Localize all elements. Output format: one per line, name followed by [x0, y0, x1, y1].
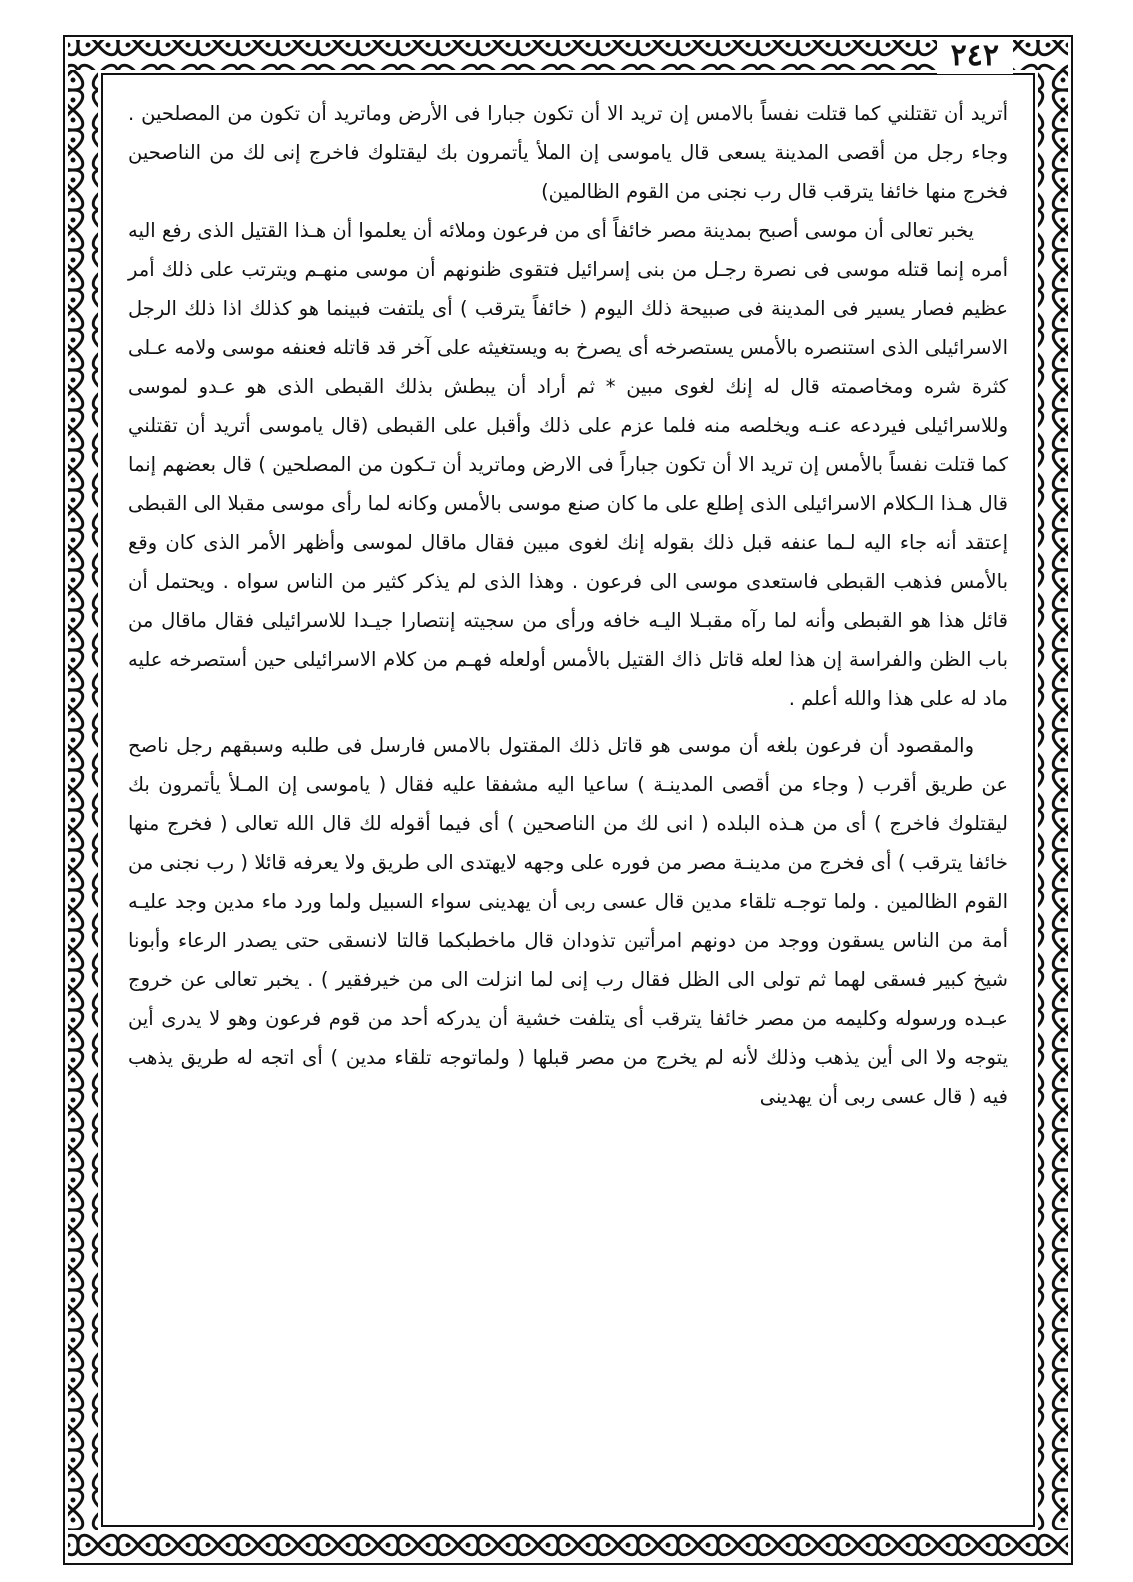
page-number: ٢٤٢ [937, 38, 1013, 74]
page-body [128, 94, 1008, 1494]
paragraph: والمقصود أن فرعون بلغه أن موسى هو قاتل ذلك المقتول بالامس فارسل فى طلبه وسبقهم رجل ناصح عن طريق أقرب ( وجاء من أقصى المدينـة ) ساعيا اليه مشفقا عليه فقال ( ياموسى إن المـلأ يأتمرون بك ليقتلوك فاخرج ) أى من هـذه البلده ( انى لك من الناصحين ) أى فيما أقوله لك قال الله تعالى ( فخرج منها خائفا يترقب ) أى فخرج من مدينـة مصر من فوره على وجهه لايهتدى الى طريق ولا يعرفه قائلا ( رب نجنى من القوم الظالمين . ولما توجـه تلقاء مدين قال عسى ربى أن يهدينى سواء السبيل ولما ورد ماء مدين وجد عليـه أمة من الناس يسقون ووجد من دونهم امرأتين تذودان قال ماخطبكما قالتا لانسقى حتى يصدر الرعاء وأبونا شيخ كبير فسقى لهما ثم تولى الى الظل فقال رب إنى لما انزلت الى من خيرفقير ) . يخبر تعالى عن خروج عبـده ورسوله وكليمه من مصر خائفا يترقب أى يتلفت خشية أن يدركه أحد من قوم فرعون وهو لا يدرى أين يتوجه ولا الى أين يذهب وذلك لأنه لم يخرج من مصر قبلها ( ولماتوجه تلقاء مدين ) أى اتجه له طريق يذهب فيه ( قال عسى ربى أن يهدينى [128, 734, 1008, 1108]
paragraph: يخبر تعالى أن موسى أصبح بمدينة مصر خائفاً أى من فرعون وملائه أن يعلموا أن هـذا القتيل الذى رفع اليه أمره إنما قتله موسى فى نصرة رجـل من بنى إسرائيل فتقوى ظنونهم أن موسى منهـم ويترتب على ذلك أمر عظيم فصار يسير فى المدينة فى صبيحة ذلك اليوم ( خائفاً يترقب ) أى يلتفت فبينما هو كذلك اذا ذلك الرجل الاسرائيلى الذى استنصره بالأمس يستصرخه أى يصرخ به ويستغيثه على آخر قد قاتله فعنفه موسى ولامه عـلى كثرة شره ومخاصمته قال له إنك لغوى مبين * ثم أراد أن يبطش بذلك القبطى الذى هو عـدو لموسى وللاسرائيلى فيردعه عنـه ويخلصه منه فلما عزم على ذلك وأقبل على القبطى (قال ياموسى أتريد أن تقتلني كما قتلت نفساً بالأمس إن تريد الا أن تكون جباراً فى الارض وماتريد أن تـكون من المصلحين ) قال بعضهم إنما قال هـذا الـكلام الاسرائيلى الذى إطلع على ما كان صنع موسى بالأمس وكانه لما رأى موسى مقبلا الى القبطى إعتقد أنه جاء اليه لـما عنفه قبل ذلك بقوله إنك لغوى مبين فقال ماقال لموسى وأظهر الأمر الذى كان وقع بالأمس فذهب القبطى فاستعدى موسى الى فرعون . وهذا الذى لم يذكر كثير من الناس سواه . ويحتمل أن قائل هذا هو القبطى وأنه لما رآه مقبـلا اليـه خافه ورأى من سجيته إنتصارا جيـدا للاسرائيلى فقال ماقال من باب الظن والفراسة إن هذا لعله قاتل ذاك القتيل بالأمس أولعله فهـم من كلام الاسرائيلى حين أستصرخه عليه ماد له على هذا والله أعلم . [128, 219, 1008, 710]
paragraph: أتريد أن تقتلني كما قتلت نفساً بالامس إن تريد الا أن تكون جبارا فى الأرض وماتريد أن تكون من المصلحين . وجاء رجل من أقصى المدينة يسعى قال ياموسى إن الملأ يأتمرون بك ليقتلوك فاخرج إنى لك من الناصحين فخرج منها خائفا يترقب قال رب نجنى من القوم الظالمين) [128, 102, 1008, 203]
